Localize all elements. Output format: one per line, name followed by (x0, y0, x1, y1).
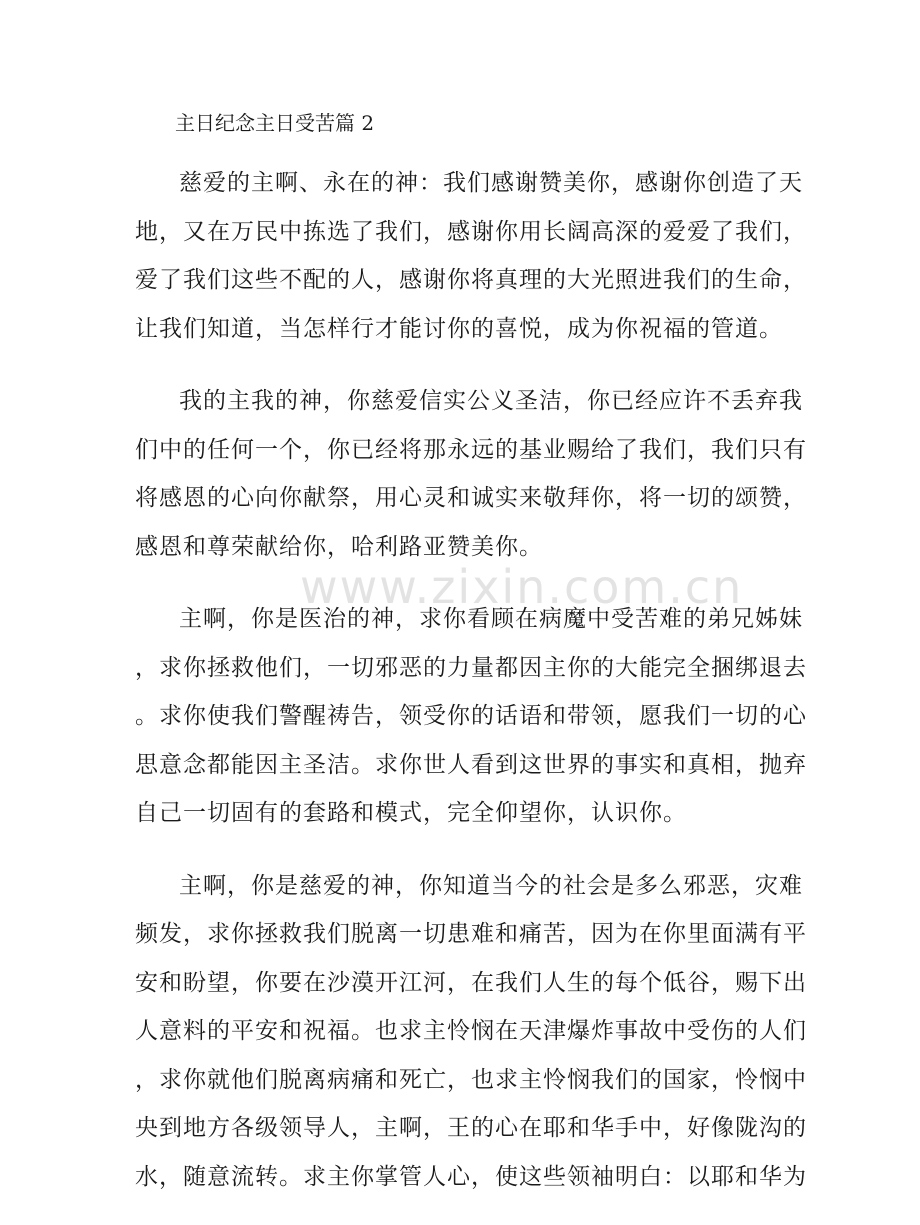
paragraph-line: 地，又在万民中拣选了我们，感谢你用长阔高深的爱爱了我们， (135, 218, 807, 245)
section-heading: 主日纪念主日受苦篇 2 (175, 111, 375, 135)
paragraph-line: 人意料的平安和祝福。也求主怜悯在天津爆炸事故中受伤的人们 (135, 1018, 807, 1044)
paragraph-line: 思意念都能因主圣洁。求你世人看到这世界的事实和真相，抛弃 (135, 751, 807, 778)
paragraph-line: 让我们知道，当怎样行才能讨你的喜悦，成为你祝福的管道。 (135, 315, 783, 342)
paragraph (135, 159, 807, 353)
paragraph-line: 自己一切固有的套路和模式，完全仰望你，认识你。 (135, 800, 687, 826)
paragraph-line: 感恩和尊荣献给你，哈利路亚赞美你。 (135, 533, 543, 560)
paragraph-line: 慈爱的主啊、永在的神：我们感谢赞美你，感谢你创造了天 (179, 170, 803, 196)
paragraph-line: 将感恩的心向你献祭，用心灵和诚实来敬拜你，将一切的颂赞， (135, 485, 807, 511)
paragraph (135, 377, 807, 571)
paragraph-line: ，求你拯救他们，一切邪恶的力量都因主你的大能完全捆绑退去 (135, 654, 807, 681)
watermark: www.zixin.com.cn (300, 560, 744, 614)
paragraph-line: 主啊，你是医治的神，求你看顾在病魔中受苦难的弟兄姊妹 (179, 606, 803, 632)
paragraph (135, 595, 807, 838)
document-body (135, 103, 807, 1225)
paragraph-line: 央到地方各级领导人，主啊，王的心在耶和华手中，好像陇沟的 (135, 1115, 807, 1141)
paragraph-line: ，求你就他们脱离病痛和死亡，也求主怜悯我们的国家，怜悯中 (135, 1066, 807, 1093)
paragraph-line: 主啊，你是慈爱的神，你知道当今的社会是多么邪恶，灾难 (179, 872, 803, 899)
paragraph-line: 们中的任何一个，你已经将那永远的基业赐给了我们，我们只有 (135, 436, 807, 463)
paragraph (135, 862, 807, 1202)
paragraph-line: 爱了我们这些不配的人，感谢你将真理的大光照进我们的生命， (135, 267, 807, 293)
paragraph-line: 水，随意流转。求主你掌管人心，使这些领袖明白：以耶和华为 (135, 1163, 807, 1190)
paragraph-line: 我的主我的神，你慈爱信实公义圣洁，你已经应许不丢弃我 (179, 388, 803, 414)
paragraph-line: 频发，求你拯救我们脱离一切患难和痛苦，因为在你里面满有平 (135, 921, 807, 947)
paragraph-line: 安和盼望，你要在沙漠开江河，在我们人生的每个低谷，赐下出 (135, 969, 807, 996)
paragraph-line: 。求你使我们警醒祷告，领受你的话语和带领，愿我们一切的心 (135, 703, 807, 729)
